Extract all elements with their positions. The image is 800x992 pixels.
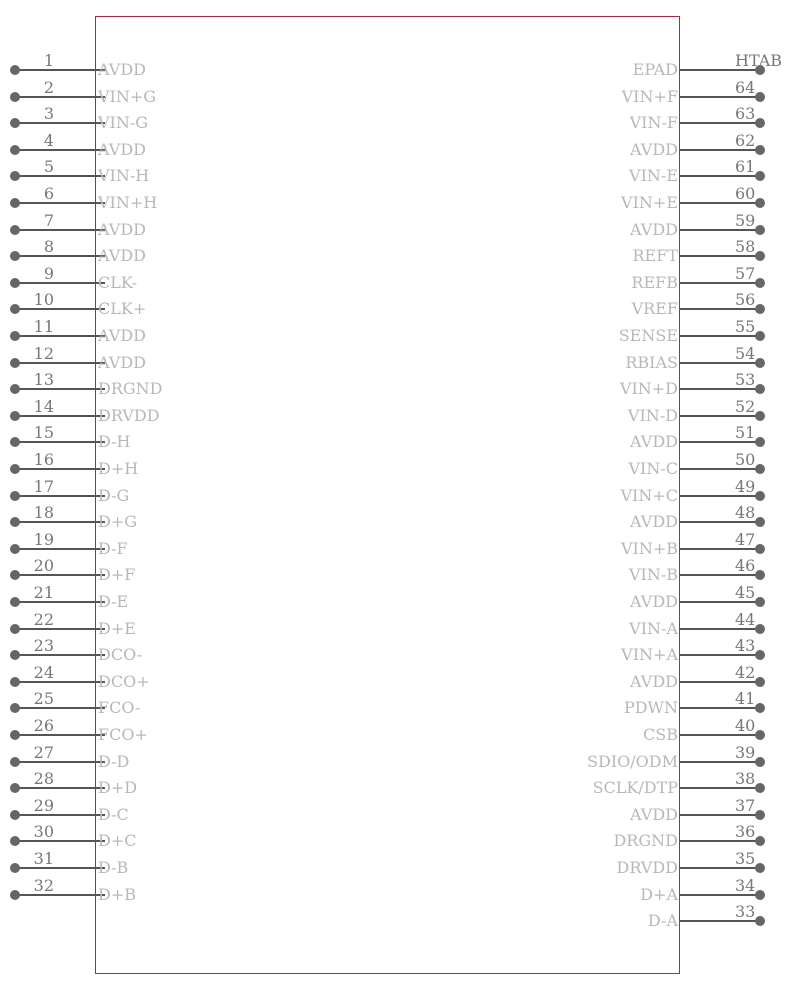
pin-number: 33 <box>735 902 756 922</box>
pin-number: 38 <box>735 769 756 789</box>
pin-number: 24 <box>33 662 54 682</box>
pin-number: 26 <box>33 716 54 735</box>
pin-name: D-B <box>98 858 129 877</box>
pin-endpoint[interactable] <box>10 730 20 740</box>
pin-endpoint[interactable] <box>10 304 20 314</box>
pin-name: AVDD <box>98 246 146 266</box>
pin-name: AVDD <box>98 60 146 79</box>
pin-endpoint[interactable] <box>755 650 765 660</box>
left-pin[interactable] <box>10 742 160 775</box>
pin-name: VIN-F <box>629 113 678 133</box>
pin-name: VIN+G <box>98 86 157 106</box>
pin-lead <box>15 814 105 816</box>
pin-lead <box>15 202 105 204</box>
pin-number: 62 <box>735 130 756 150</box>
left-pin[interactable] <box>10 689 160 721</box>
pin-endpoint[interactable] <box>755 703 765 713</box>
left-pin[interactable] <box>10 210 160 243</box>
pin-endpoint[interactable] <box>755 783 765 793</box>
pin-endpoint[interactable] <box>10 624 20 634</box>
pin-name: D+D <box>98 778 138 798</box>
pin-name: AVDD <box>98 326 146 345</box>
pin-endpoint[interactable] <box>755 278 765 288</box>
pin-endpoint[interactable] <box>755 411 765 421</box>
pin-number: 13 <box>33 370 54 390</box>
left-pin[interactable] <box>10 77 160 110</box>
pin-number: 58 <box>735 237 756 257</box>
pin-endpoint[interactable] <box>10 384 20 394</box>
pin-name: VIN-H <box>98 166 150 186</box>
pin-name: VIN+B <box>620 538 678 558</box>
pin-lead <box>15 282 105 284</box>
pin-endpoint[interactable] <box>755 171 765 181</box>
left-pin[interactable] <box>10 450 160 482</box>
pin-number: 3 <box>43 104 54 124</box>
pin-number: HTAB <box>735 51 783 70</box>
pin-lead <box>15 894 105 896</box>
pin-number: 16 <box>33 450 54 469</box>
pin-endpoint[interactable] <box>755 916 765 926</box>
pin-number: 31 <box>33 849 54 868</box>
pin-number: 10 <box>33 290 54 310</box>
pin-number: 14 <box>33 396 54 416</box>
pin-lead <box>15 867 105 869</box>
pin-number: 25 <box>33 689 54 709</box>
pin-endpoint[interactable] <box>10 65 20 75</box>
pin-endpoint[interactable] <box>10 118 20 128</box>
pin-endpoint[interactable] <box>10 677 20 687</box>
pin-lead <box>15 734 105 736</box>
pin-number: 55 <box>735 317 756 336</box>
pin-number: 20 <box>33 556 54 576</box>
pin-lead <box>15 521 105 523</box>
pin-endpoint[interactable] <box>10 544 20 554</box>
pin-endpoint[interactable] <box>10 491 20 501</box>
left-pin[interactable] <box>10 716 160 748</box>
pin-name: AVDD <box>98 139 146 159</box>
pin-endpoint[interactable] <box>755 544 765 554</box>
pin-number: 7 <box>43 210 54 230</box>
pin-name: REFT <box>632 246 678 266</box>
pin-name: VIN-D <box>627 405 678 425</box>
pin-number: 46 <box>735 556 756 576</box>
pin-endpoint[interactable] <box>755 890 765 900</box>
pin-endpoint[interactable] <box>10 783 20 793</box>
pin-name: CLK- <box>98 272 138 292</box>
pin-lead <box>15 362 105 364</box>
left-pin[interactable] <box>10 529 160 562</box>
pin-name: VIN-G <box>98 113 149 133</box>
pin-number: 48 <box>735 503 756 523</box>
pin-number: 4 <box>43 130 54 150</box>
pin-number: 21 <box>33 583 54 602</box>
pin-number: 42 <box>735 662 756 682</box>
pin-lead <box>15 787 105 789</box>
pin-lead <box>15 707 105 709</box>
pin-lead <box>15 149 105 151</box>
pin-name: D+H <box>98 459 139 478</box>
pin-name: VIN+D <box>619 379 678 399</box>
pin-endpoint[interactable] <box>10 331 20 341</box>
pin-number: 49 <box>735 476 756 496</box>
pin-name: AVDD <box>630 512 678 532</box>
pin-lead <box>15 681 105 683</box>
pin-lead <box>15 840 105 842</box>
pin-name: AVDD <box>630 432 678 452</box>
left-pin[interactable] <box>10 583 160 615</box>
pin-number: 63 <box>735 104 756 124</box>
pin-name: FCO+ <box>98 725 148 744</box>
pin-name: VIN-A <box>629 618 678 638</box>
pin-endpoint[interactable] <box>755 517 765 527</box>
pin-lead <box>15 69 105 71</box>
pin-endpoint[interactable] <box>10 92 20 102</box>
pin-endpoint[interactable] <box>755 570 765 580</box>
pin-number: 40 <box>735 716 756 735</box>
pin-endpoint[interactable] <box>10 437 20 447</box>
pin-number: 43 <box>735 636 756 656</box>
pin-name: VIN+C <box>620 485 678 505</box>
pin-name: VIN-B <box>628 565 678 585</box>
left-pin[interactable] <box>10 396 160 429</box>
pin-number: 27 <box>33 742 54 762</box>
pin-name: DCO+ <box>98 671 150 691</box>
pin-endpoint[interactable] <box>10 517 20 527</box>
left-pin[interactable] <box>10 662 160 695</box>
pin-lead <box>15 229 105 231</box>
pin-number: 8 <box>43 237 54 257</box>
pin-endpoint[interactable] <box>755 384 765 394</box>
pin-endpoint[interactable] <box>10 411 20 421</box>
pin-endpoint[interactable] <box>10 225 20 235</box>
pin-number: 51 <box>735 423 756 443</box>
left-pin[interactable] <box>10 795 160 828</box>
pin-endpoint[interactable] <box>10 570 20 580</box>
pin-name: EPAD <box>632 60 678 79</box>
pin-number: 64 <box>735 77 756 97</box>
pin-name: D-E <box>98 592 129 611</box>
pin-number: 15 <box>33 423 54 443</box>
pin-name: AVDD <box>630 219 678 239</box>
pin-lead <box>15 96 105 98</box>
pin-endpoint[interactable] <box>10 171 20 181</box>
pin-endpoint[interactable] <box>755 810 765 820</box>
pin-name: REFB <box>631 272 678 292</box>
pin-name: VIN+A <box>621 645 678 665</box>
pin-number: 9 <box>43 263 54 283</box>
pin-name: VREF <box>631 299 678 319</box>
left-pin[interactable] <box>10 822 160 854</box>
pin-number: 19 <box>33 529 54 549</box>
pin-endpoint[interactable] <box>10 278 20 288</box>
left-pin[interactable] <box>10 875 160 908</box>
pin-lead <box>15 441 105 443</box>
pin-number: 61 <box>735 157 756 177</box>
pin-number: 30 <box>33 822 54 842</box>
pin-lead <box>15 175 105 177</box>
pin-number: 53 <box>735 370 756 390</box>
left-pin[interactable] <box>10 849 160 881</box>
pin-name: PDWN <box>623 698 678 718</box>
left-pin[interactable] <box>10 130 160 163</box>
pin-name: DRVDD <box>616 858 678 877</box>
pin-endpoint[interactable] <box>755 491 765 501</box>
pin-name: D+E <box>98 618 136 638</box>
pin-endpoint[interactable] <box>10 757 20 767</box>
pin-number: 57 <box>735 263 756 283</box>
left-pin[interactable] <box>10 636 160 668</box>
pin-lead <box>15 388 105 390</box>
pin-endpoint[interactable] <box>10 703 20 713</box>
pin-endpoint[interactable] <box>755 225 765 235</box>
pin-lead <box>15 468 105 470</box>
pin-endpoint[interactable] <box>755 624 765 634</box>
pin-number: 11 <box>33 317 54 336</box>
pin-endpoint[interactable] <box>10 597 20 607</box>
pin-name: CSB <box>643 725 678 744</box>
pin-number: 60 <box>735 184 756 203</box>
pin-name: D+G <box>98 512 138 532</box>
pin-name: RBIAS <box>625 352 678 372</box>
pin-name: D+B <box>98 884 136 904</box>
pin-endpoint[interactable] <box>10 251 20 261</box>
pin-name: AVDD <box>98 219 146 239</box>
left-pin[interactable] <box>10 237 160 269</box>
pin-name: AVDD <box>98 352 146 372</box>
pin-endpoint[interactable] <box>755 251 765 261</box>
pin-name: VIN-E <box>629 166 678 186</box>
pin-lead <box>15 495 105 497</box>
left-pin[interactable] <box>10 609 160 642</box>
pin-name: CLK+ <box>98 299 147 319</box>
pin-name: AVDD <box>630 804 678 824</box>
pin-number: 32 <box>33 875 54 895</box>
left-pin[interactable] <box>10 370 163 402</box>
pin-name: DRVDD <box>98 405 160 425</box>
left-pin[interactable] <box>10 263 160 296</box>
pin-endpoint[interactable] <box>755 597 765 607</box>
pin-number: 22 <box>33 609 54 629</box>
left-pin[interactable] <box>10 769 160 801</box>
pin-name: DRGND <box>613 831 678 851</box>
pin-number: 28 <box>33 769 54 789</box>
pin-endpoint[interactable] <box>10 836 20 846</box>
pin-endpoint[interactable] <box>755 358 765 368</box>
pin-number: 45 <box>735 583 756 602</box>
pin-name: SENSE <box>618 326 678 345</box>
pin-name: SCLK/DTP <box>592 778 678 798</box>
pin-lead <box>15 574 105 576</box>
pin-number: 1 <box>43 51 54 70</box>
pin-endpoint[interactable] <box>755 118 765 128</box>
pin-number: 12 <box>33 343 54 363</box>
left-pin[interactable] <box>10 290 160 322</box>
pin-lead <box>15 255 105 257</box>
left-pin[interactable] <box>10 317 160 349</box>
pin-name: VIN+H <box>98 193 158 212</box>
pin-endpoint[interactable] <box>755 198 765 208</box>
pin-name: DRGND <box>98 379 163 399</box>
pin-endpoint[interactable] <box>10 890 20 900</box>
pin-name: DCO- <box>98 645 143 665</box>
pin-endpoint[interactable] <box>755 464 765 474</box>
pin-endpoint[interactable] <box>755 92 765 102</box>
pin-lead <box>15 601 105 603</box>
pin-lead <box>15 761 105 763</box>
pin-number: 41 <box>735 689 756 709</box>
pin-name: SDIO/ODM <box>587 751 678 771</box>
pin-number: 36 <box>735 822 756 842</box>
pin-endpoint[interactable] <box>10 650 20 660</box>
pin-name: D+C <box>98 831 137 851</box>
pin-name: D-H <box>98 432 131 452</box>
left-pin[interactable] <box>10 423 160 455</box>
left-pin[interactable] <box>10 157 160 189</box>
pin-number: 35 <box>735 849 756 868</box>
pin-endpoint[interactable] <box>755 757 765 767</box>
pin-lead <box>15 548 105 550</box>
pin-name: AVDD <box>630 139 678 159</box>
pin-number: 47 <box>735 529 756 549</box>
pin-endpoint[interactable] <box>10 358 20 368</box>
pin-name: VIN+E <box>621 193 678 212</box>
pin-number: 5 <box>43 157 54 177</box>
pin-number: 59 <box>735 210 756 230</box>
right-pin[interactable] <box>590 902 770 934</box>
pin-endpoint[interactable] <box>755 730 765 740</box>
pin-number: 34 <box>735 875 756 895</box>
pin-endpoint[interactable] <box>755 437 765 447</box>
pin-number: 18 <box>33 503 54 523</box>
pin-lead <box>15 654 105 656</box>
pin-number: 2 <box>43 77 54 97</box>
left-pin[interactable] <box>10 556 160 588</box>
pin-name: D-G <box>98 485 130 505</box>
pin-endpoint[interactable] <box>10 145 20 155</box>
pin-number: 29 <box>33 795 54 815</box>
pin-name: D+A <box>640 884 678 904</box>
pin-number: 23 <box>33 636 54 656</box>
left-pin[interactable] <box>10 184 160 216</box>
pin-endpoint[interactable] <box>755 863 765 873</box>
pin-number: 54 <box>735 343 756 363</box>
pin-number: 37 <box>735 795 756 815</box>
left-pin[interactable] <box>10 104 160 136</box>
pin-name: AVDD <box>630 592 678 611</box>
pin-endpoint[interactable] <box>10 198 20 208</box>
pin-name: VIN-C <box>628 459 678 478</box>
pin-name: D-C <box>98 804 129 824</box>
pin-name: D-A <box>647 911 678 931</box>
pin-endpoint[interactable] <box>755 145 765 155</box>
pin-number: 50 <box>735 450 756 469</box>
left-pin[interactable] <box>10 51 160 83</box>
pin-lead <box>15 122 105 124</box>
pin-number: 44 <box>735 609 756 629</box>
pin-number: 56 <box>735 290 756 310</box>
pin-lead <box>15 628 105 630</box>
pin-number: 39 <box>735 742 756 762</box>
left-pin[interactable] <box>10 343 160 376</box>
pin-lead <box>15 415 105 417</box>
pin-name: FCO- <box>98 698 141 718</box>
pin-endpoint[interactable] <box>755 304 765 314</box>
pin-endpoint[interactable] <box>755 677 765 687</box>
pin-lead <box>15 335 105 337</box>
pin-endpoint[interactable] <box>10 810 20 820</box>
pin-name: D-D <box>98 751 130 771</box>
pin-number: 52 <box>735 396 756 416</box>
pin-name: VIN+F <box>621 86 678 106</box>
pin-number: 17 <box>33 476 54 496</box>
left-pin[interactable] <box>10 476 160 509</box>
pin-name: AVDD <box>630 671 678 691</box>
pin-endpoint[interactable] <box>10 464 20 474</box>
pin-lead <box>15 308 105 310</box>
pin-number: 6 <box>43 184 54 203</box>
pin-name: D-F <box>98 538 128 558</box>
pin-endpoint[interactable] <box>755 836 765 846</box>
pin-endpoint[interactable] <box>10 863 20 873</box>
pin-endpoint[interactable] <box>755 331 765 341</box>
left-pin[interactable] <box>10 503 160 535</box>
pin-name: D+F <box>98 565 136 585</box>
